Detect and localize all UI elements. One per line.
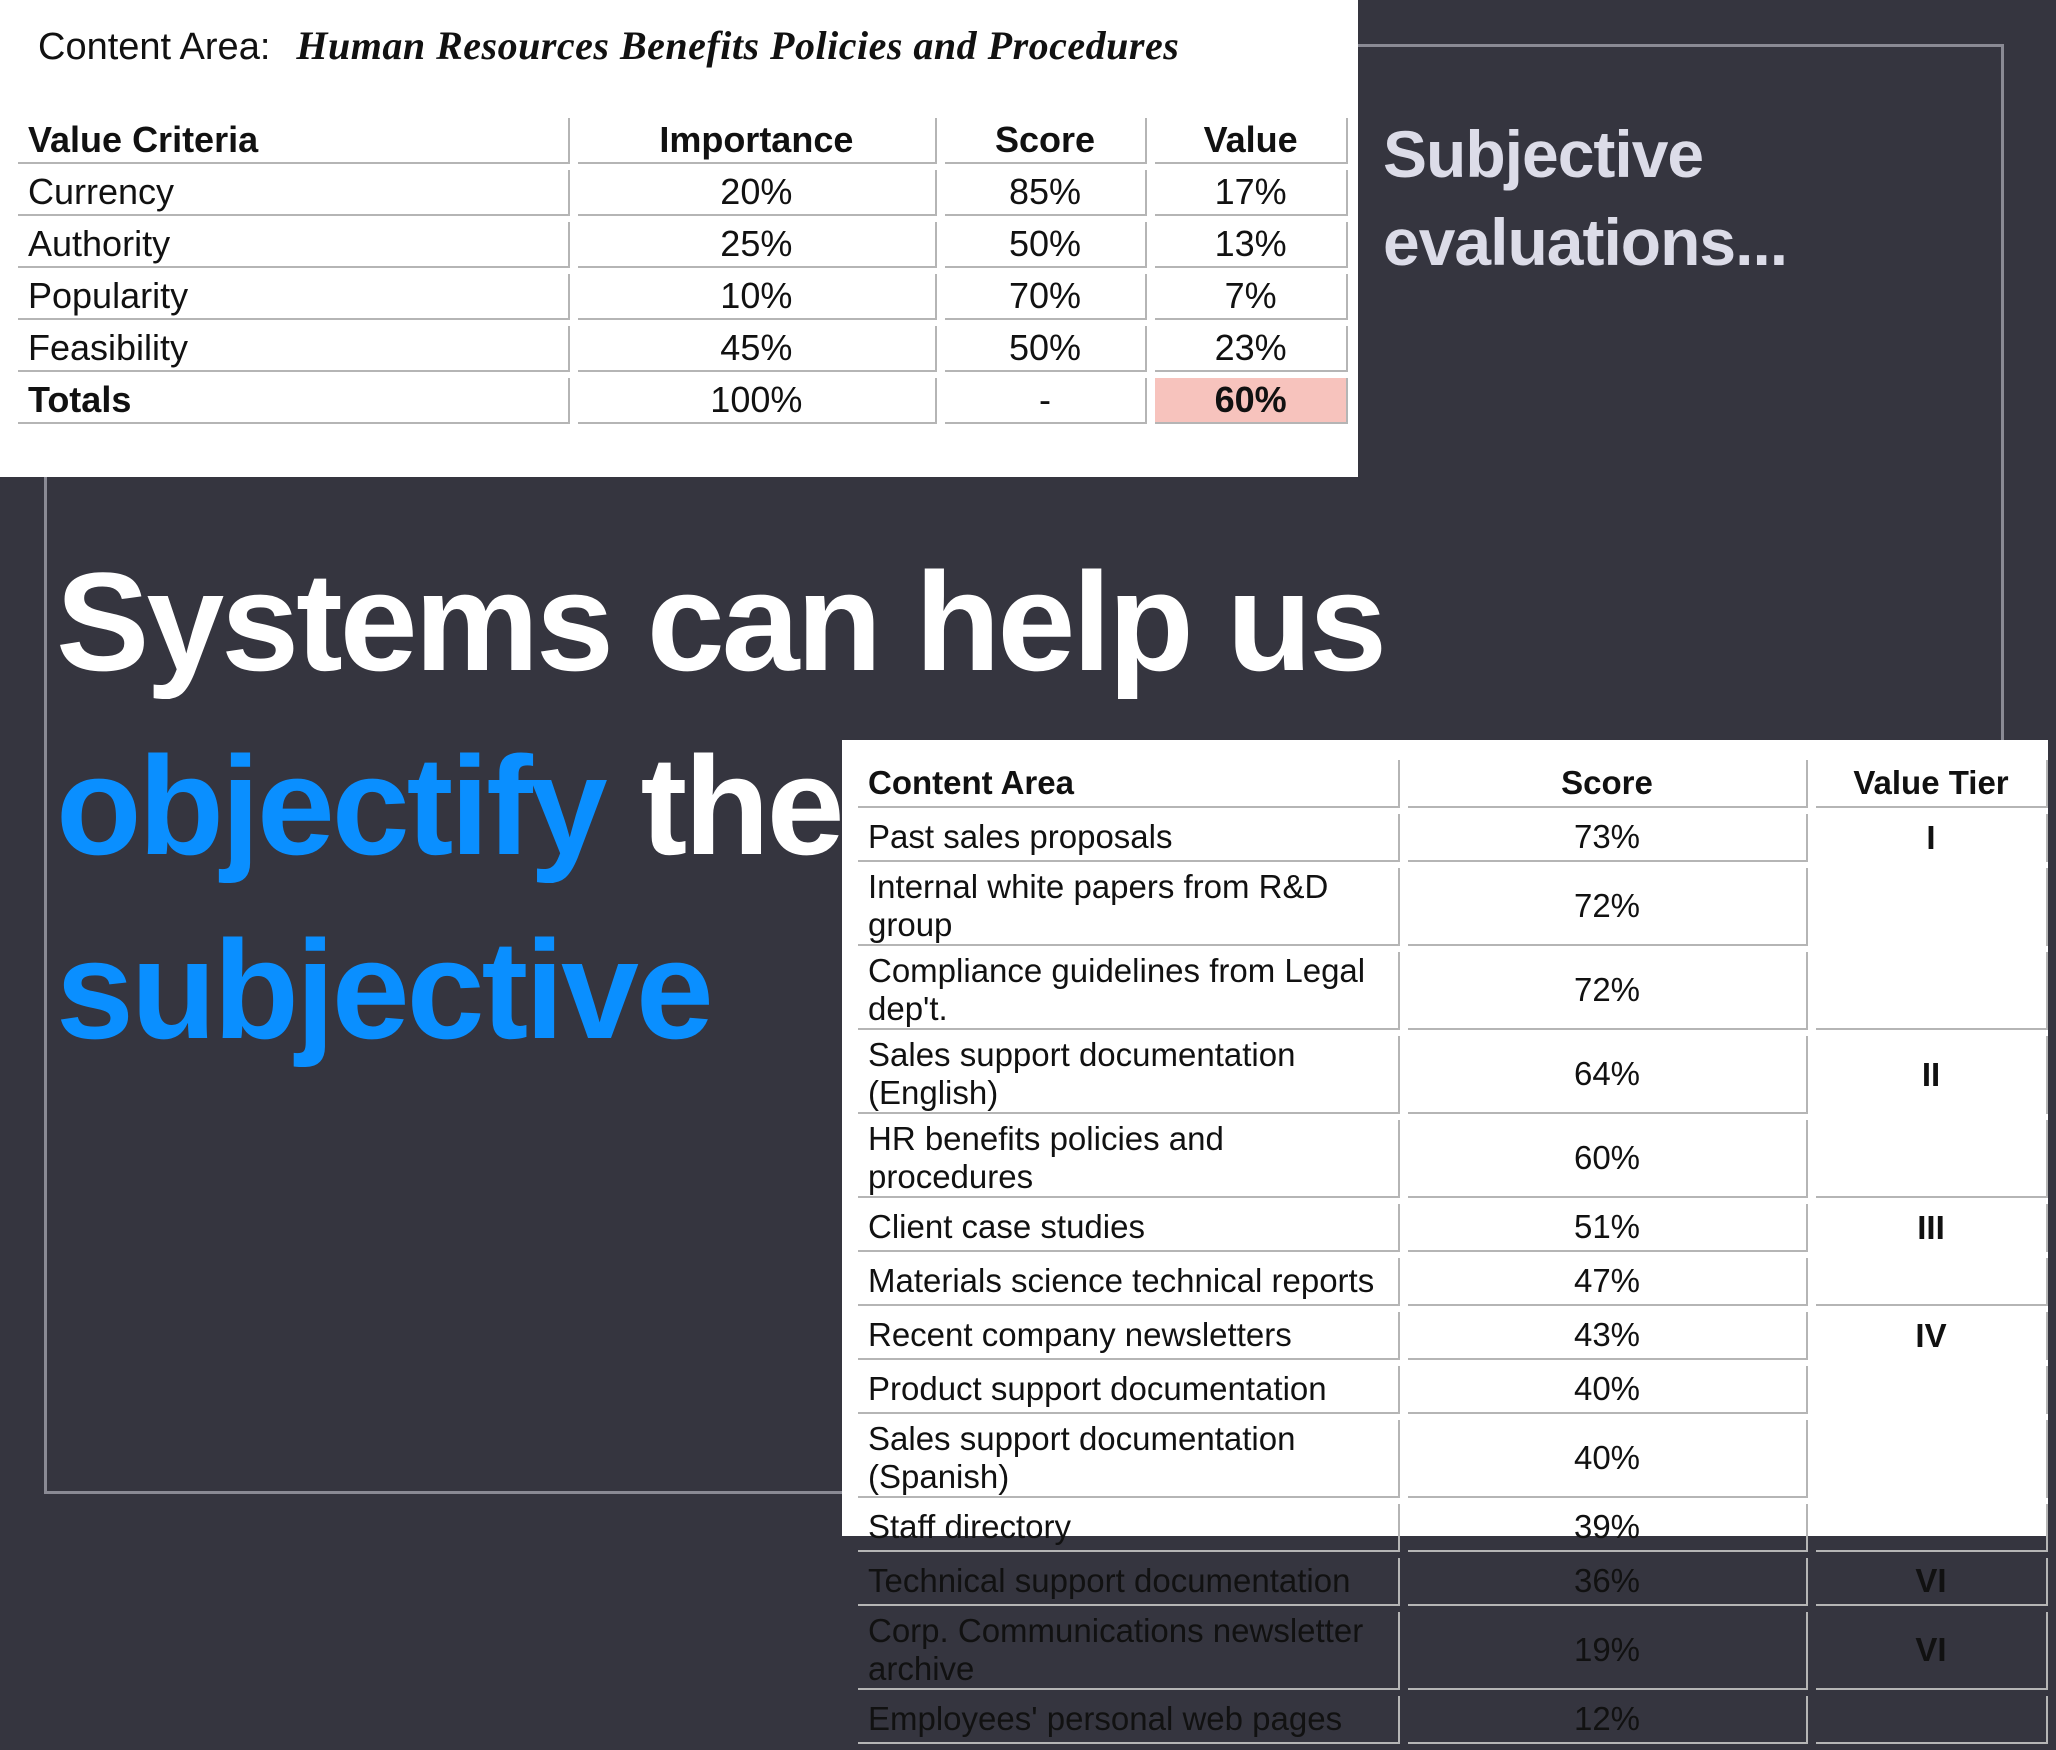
- importance-cell: 20%: [578, 170, 937, 216]
- table-row: [858, 1504, 2048, 1552]
- score-cell: 39%: [1408, 1504, 1808, 1552]
- importance-cell: 45%: [578, 326, 937, 372]
- score-cell: 36%: [1408, 1558, 1808, 1606]
- column-header: Score: [945, 118, 1148, 164]
- criteria-cell: Popularity: [18, 274, 570, 320]
- score-cell: 50%: [945, 326, 1148, 372]
- content-area-label: Content Area:: [38, 26, 271, 68]
- content-area-cell: Internal white papers from R&D group: [858, 868, 1400, 946]
- content-area-cell: Sales support documentation (English): [858, 1036, 1400, 1114]
- score-cell: 40%: [1408, 1420, 1808, 1498]
- score-cell: 50%: [945, 222, 1148, 268]
- tier-cell: [1816, 1366, 2048, 1414]
- table-header-row: [18, 118, 1348, 164]
- tier-cell: II: [1816, 1036, 2048, 1114]
- criteria-cell: Feasibility: [18, 326, 570, 372]
- tier-cell: IV: [1816, 1312, 2048, 1360]
- table-row: [858, 1612, 2048, 1690]
- side-note-line: Subjective: [1383, 117, 1704, 191]
- tier-cell: [1816, 952, 2048, 1030]
- criteria-cell: Currency: [18, 170, 570, 216]
- table-row: [858, 1036, 2048, 1114]
- score-cell: 72%: [1408, 868, 1808, 946]
- content-area-cell: Technical support documentation: [858, 1558, 1400, 1606]
- score-cell: 73%: [1408, 814, 1808, 862]
- column-header: Content Area: [858, 760, 1400, 808]
- value-cell: 13%: [1155, 222, 1348, 268]
- table-row: [858, 868, 2048, 946]
- side-note-line: evaluations...: [1383, 205, 1788, 279]
- table-row: [858, 1258, 2048, 1306]
- table-row: [858, 1120, 2048, 1198]
- tier-cell: [1816, 1120, 2048, 1198]
- content-area-name: Human Resources Benefits Policies and Procedures: [296, 23, 1180, 68]
- side-note: [1383, 110, 1787, 286]
- tier-cell: VI: [1816, 1558, 2048, 1606]
- score-cell: 47%: [1408, 1258, 1808, 1306]
- score-cell: 70%: [945, 274, 1148, 320]
- totals-row: [18, 378, 1348, 424]
- criteria-cell: Authority: [18, 222, 570, 268]
- content-area-cell: Past sales proposals: [858, 814, 1400, 862]
- score-cell: 72%: [1408, 952, 1808, 1030]
- tier-cell: [1816, 1504, 2048, 1552]
- headline-line-1: Systems can help us: [56, 543, 1385, 700]
- content-area-cell: Product support documentation: [858, 1366, 1400, 1414]
- table-row: [858, 1312, 2048, 1360]
- score-cell: 64%: [1408, 1036, 1808, 1114]
- table-row: [858, 814, 2048, 862]
- content-area-cell: Compliance guidelines from Legal dep't.: [858, 952, 1400, 1030]
- evaluation-panel: [0, 0, 1358, 477]
- content-area-cell: Corp. Communications newsletter archive: [858, 1612, 1400, 1690]
- tier-cell: [1816, 1258, 2048, 1306]
- table-row: [858, 1204, 2048, 1252]
- importance-cell: 25%: [578, 222, 937, 268]
- importance-cell: 10%: [578, 274, 937, 320]
- content-area-cell: Client case studies: [858, 1204, 1400, 1252]
- totals-label: Totals: [18, 378, 570, 424]
- column-header: Importance: [578, 118, 937, 164]
- headline-accent-objectify: objectify: [56, 727, 605, 884]
- table-row: [858, 1420, 2048, 1498]
- tier-cell: III: [1816, 1204, 2048, 1252]
- score-cell: 40%: [1408, 1366, 1808, 1414]
- value-cell: 17%: [1155, 170, 1348, 216]
- table-row: [18, 274, 1348, 320]
- content-area-cell: Materials science technical reports: [858, 1258, 1400, 1306]
- column-header: Value Tier: [1816, 760, 2048, 808]
- column-header: Score: [1408, 760, 1808, 808]
- score-cell: 60%: [1408, 1120, 1808, 1198]
- column-header: Value: [1155, 118, 1348, 164]
- table-row: [18, 170, 1348, 216]
- table-row: [858, 952, 2048, 1030]
- score-cell: 51%: [1408, 1204, 1808, 1252]
- table-row: [858, 1558, 2048, 1606]
- table-header-row: [858, 760, 2048, 808]
- table-row: [18, 326, 1348, 372]
- value-cell: 7%: [1155, 274, 1348, 320]
- table-row: [18, 222, 1348, 268]
- content-area-cell: Employees' personal web pages: [858, 1696, 1400, 1744]
- tier-cell: I: [1816, 814, 2048, 862]
- totals-value-highlight: 60%: [1155, 378, 1348, 424]
- score-cell: 43%: [1408, 1312, 1808, 1360]
- value-cell: 23%: [1155, 326, 1348, 372]
- content-area-cell: Sales support documentation (Spanish): [858, 1420, 1400, 1498]
- column-header: Value Criteria: [18, 118, 570, 164]
- content-area-cell: Recent company newsletters: [858, 1312, 1400, 1360]
- value-tier-panel: [842, 740, 2048, 1737]
- tier-cell: VI: [1816, 1612, 2048, 1690]
- totals-importance: 100%: [578, 378, 937, 424]
- tier-cell: [1816, 1696, 2048, 1744]
- score-cell: 12%: [1408, 1696, 1808, 1744]
- score-cell: 19%: [1408, 1612, 1808, 1690]
- tier-cell: [1816, 1420, 2048, 1498]
- value-criteria-table: [10, 112, 1356, 430]
- headline-accent-subjective: subjective: [56, 911, 711, 1068]
- table-row: [858, 1366, 2048, 1414]
- score-cell: 85%: [945, 170, 1148, 216]
- value-tier-table: [850, 754, 2056, 1750]
- totals-score: -: [945, 378, 1148, 424]
- content-area-cell: HR benefits policies and procedures: [858, 1120, 1400, 1198]
- headline-the: the: [604, 727, 842, 884]
- content-area-cell: Staff directory: [858, 1504, 1400, 1552]
- content-area-title: [38, 22, 1179, 69]
- table-row: [858, 1696, 2048, 1744]
- tier-cell: [1816, 868, 2048, 946]
